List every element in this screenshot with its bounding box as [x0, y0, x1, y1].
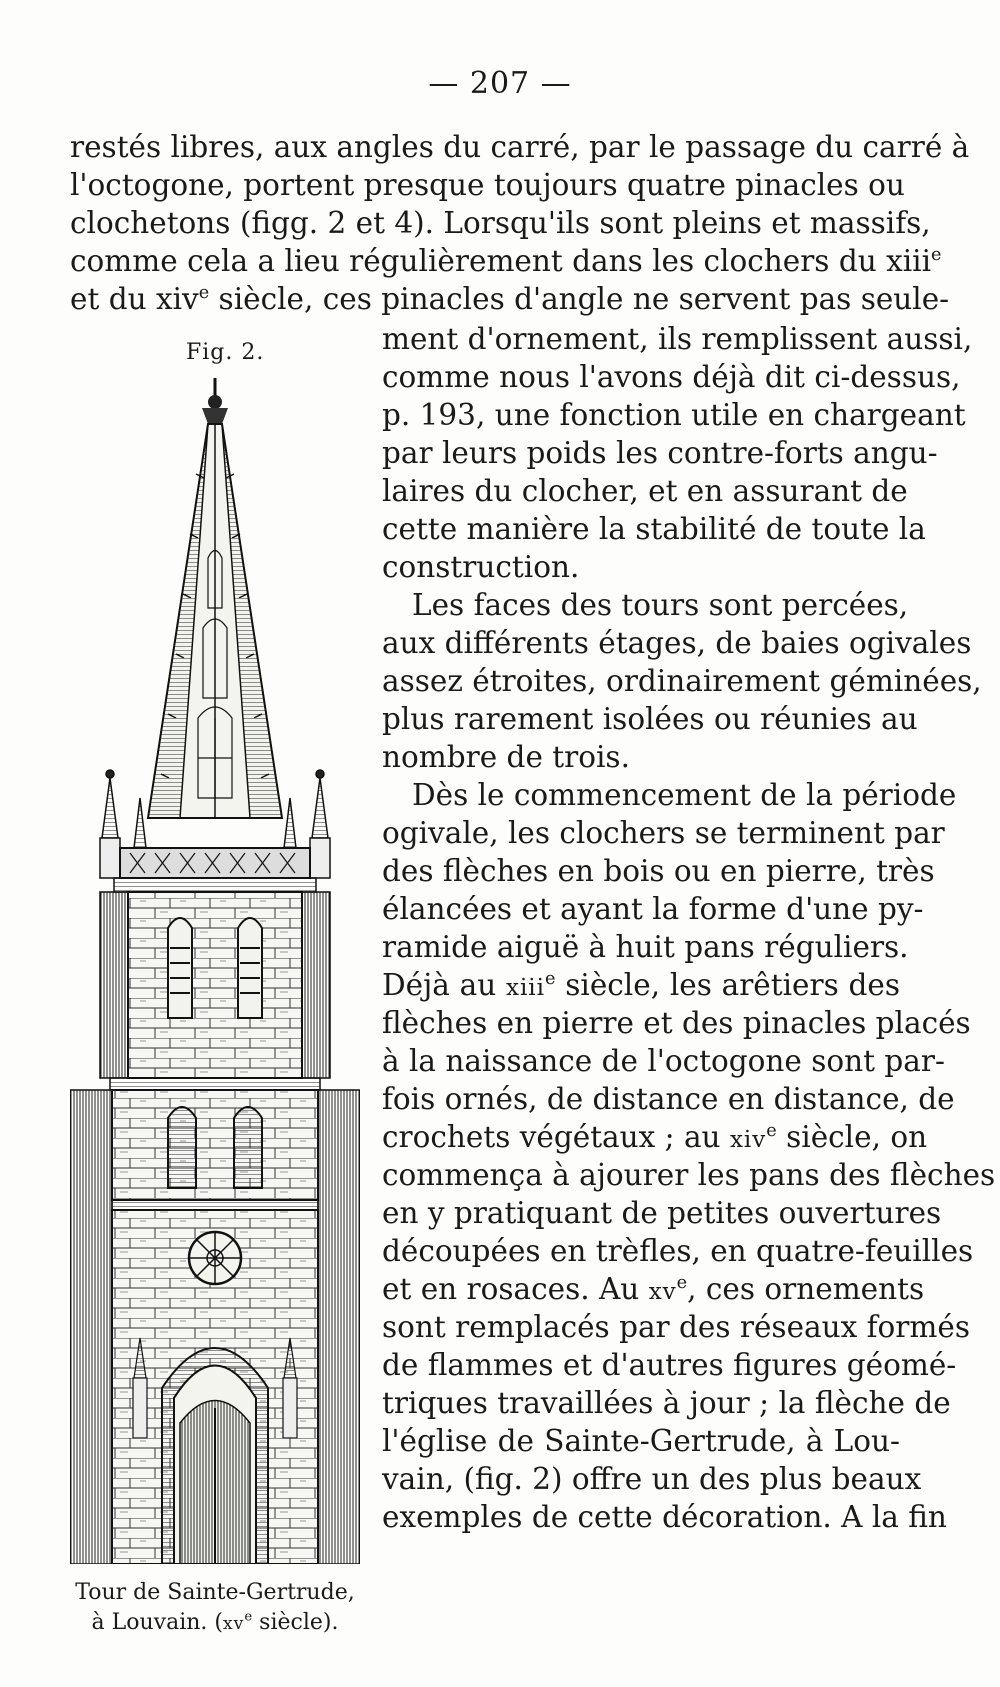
- figure-label: Fig. 2.: [186, 340, 265, 365]
- text-span: siècle, ces pinacles d'angle ne servent pas seule-: [209, 282, 950, 316]
- text-line: sont remplacés par des réseaux formés: [382, 1310, 970, 1344]
- text-line: clochetons (figg. 2 et 4). Lorsqu'ils sont pleins et massifs,: [70, 206, 931, 240]
- text-line: comme nous l'avons déjà dit ci-dessus,: [382, 360, 961, 394]
- text-line: triques travaillées à jour ; la flèche de: [382, 1386, 951, 1420]
- small-caps: xiii: [505, 975, 546, 1001]
- text-line: exemples de cette décoration. A la fin: [382, 1500, 947, 1534]
- text-line: flèches en pierre et des pinacles placés: [382, 1006, 971, 1040]
- superscript: e: [198, 283, 210, 304]
- text-line: l'église de Sainte-Gertrude, à Lou-: [382, 1424, 900, 1458]
- spire-finial: [202, 378, 228, 424]
- text-line: commença à ajourer les pans des flèches: [382, 1158, 996, 1192]
- text-line: des flèches en bois ou en pierre, très: [382, 854, 935, 888]
- caption-superscript: e: [244, 1609, 253, 1625]
- text-span: et en rosaces. Au: [382, 1272, 640, 1306]
- text-line: ramide aiguë à huit pans réguliers.: [382, 930, 909, 964]
- gallery-band: [114, 848, 316, 892]
- text-line: assez étroites, ordinairement géminées,: [382, 664, 982, 698]
- text-line: aux différents étages, de baies ogivales: [382, 626, 972, 660]
- text-span: et du xiv: [70, 282, 199, 316]
- text-line: par leurs poids les contre-forts angu-: [382, 436, 938, 470]
- text-line: élancées et ayant la forme d'une py-: [382, 892, 924, 926]
- superscript: e: [766, 1121, 777, 1142]
- text-line: ogivale, les clochers se terminent par: [382, 816, 945, 850]
- text-span: , ces ornements: [687, 1272, 925, 1306]
- tower-engraving: [70, 378, 360, 1564]
- text-line: en y pratiquant de petites ouvertures: [382, 1196, 942, 1230]
- text-span: crochets végétaux ; au: [382, 1120, 721, 1154]
- text-line: l'octogone, portent presque toujours quatre pinacles ou: [70, 168, 905, 202]
- superscript: e: [545, 969, 556, 990]
- text-line: Dès le commencement de la période: [412, 778, 957, 812]
- caption-text: à Louvain. (: [91, 1610, 223, 1635]
- page-number: — 207 —: [428, 66, 572, 101]
- text-line: Les faces des tours sont percées,: [412, 588, 909, 622]
- text-line: p. 193, une fonction utile en chargeant: [382, 398, 966, 432]
- text-line: restés libres, aux angles du carré, par le passage du carré à: [70, 130, 970, 164]
- text-line: plus rarement isolées ou réunies au: [382, 702, 918, 736]
- text-line: [382, 1270, 925, 1311]
- small-caps: xv: [648, 1279, 677, 1305]
- caption-small-caps: xv: [222, 1614, 245, 1634]
- text-line: cette manière la stabilité de toute la: [382, 512, 926, 546]
- text-line: [70, 280, 950, 318]
- small-caps: xiv: [729, 1127, 767, 1153]
- lower-tower: [112, 1210, 318, 1564]
- text-line: [382, 1118, 928, 1159]
- text-span: comme cela a lieu régulièrement dans les clochers du xiii: [70, 244, 932, 278]
- superscript: e: [676, 1273, 688, 1294]
- text-span: siècle, les arêtiers des: [555, 968, 900, 1002]
- caption-text: siècle).: [252, 1610, 339, 1635]
- figure-caption-line1: Tour de Sainte-Gertrude,: [75, 1580, 355, 1605]
- text-line: de flammes et d'autres figures géomé-: [382, 1348, 957, 1382]
- text-line: ment d'ornement, ils remplissent aussi,: [382, 322, 973, 356]
- text-span: Déjà au: [382, 968, 497, 1002]
- text-line: à la naissance de l'octogone sont par-: [382, 1044, 945, 1078]
- text-line: [382, 966, 900, 1007]
- text-line: laires du clocher, et en assurant de: [382, 474, 908, 508]
- text-line: nombre de trois.: [382, 740, 630, 774]
- text-line: fois ornés, de distance en distance, de: [382, 1082, 955, 1116]
- spire: [148, 424, 282, 818]
- text-line: découpées en trèfles, en quatre-feuilles: [382, 1234, 974, 1268]
- text-line: vain, (fig. 2) offre un des plus beaux: [382, 1462, 922, 1496]
- text-line: [70, 242, 942, 280]
- upper-tower: [100, 892, 330, 1090]
- superscript: e: [931, 245, 942, 266]
- text-span: siècle, on: [776, 1120, 928, 1154]
- text-line: construction.: [382, 550, 580, 584]
- figure-caption-line2: [70, 1608, 360, 1639]
